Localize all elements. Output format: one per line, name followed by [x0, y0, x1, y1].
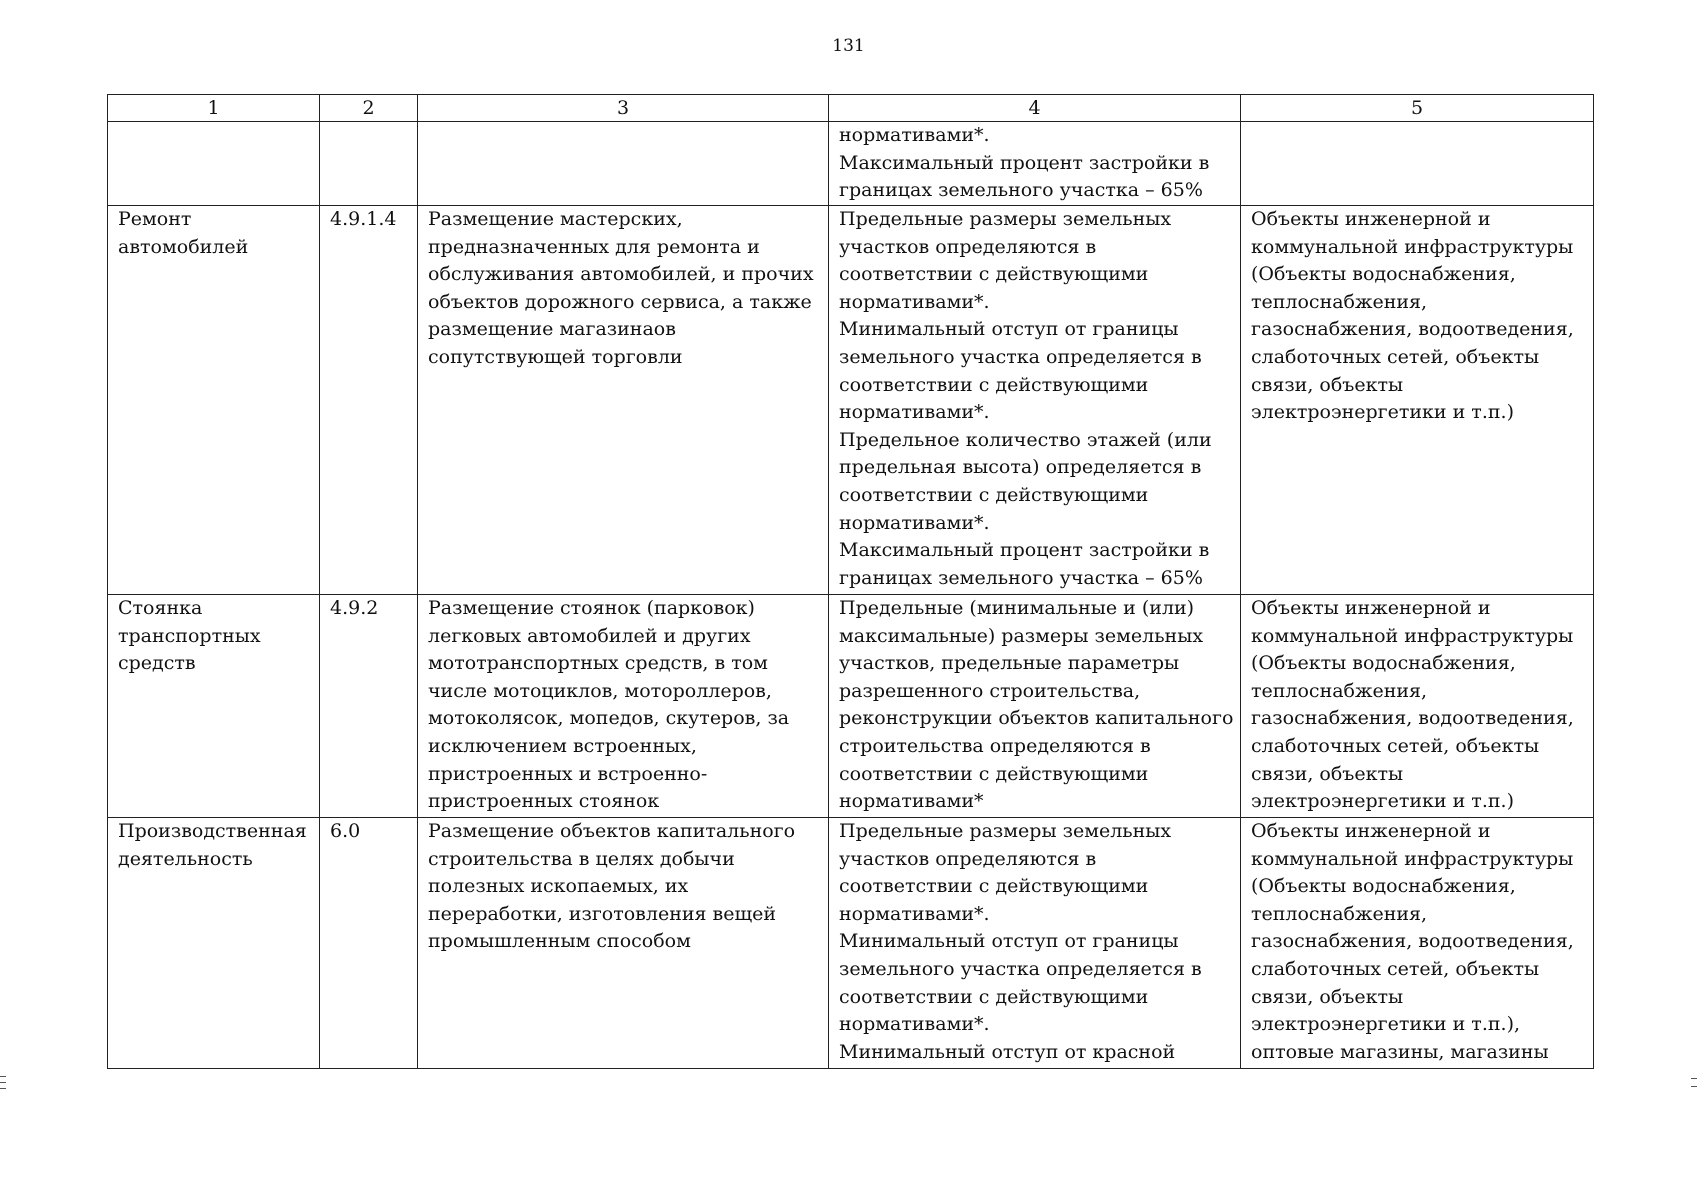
table-row-car-repair [108, 206, 1594, 595]
page-number: 131 [832, 36, 865, 56]
cell-use-code [320, 122, 418, 206]
scan-edge-mark [0, 1088, 6, 1089]
cell-parameters: Предельные размеры земельных участков определяются в соответствии с действующими нормативами*. Минимальный отступ от границы земельного участка определяется в соответствии с действующими нормативами*. Предельное количество этажей (или предельная высота) определяется в соответствии с действующими нормативами*. Максимальный процент застройки в границах земельного участка – 65% [829, 206, 1241, 595]
cell-use-description: Размещение объектов капитального строительства в целях добычи полезных ископаемых, их переработки, изготовления вещей промышленным способом [418, 818, 829, 1069]
cell-infrastructure [1241, 122, 1594, 206]
cell-use-description: Размещение мастерских, предназначенных для ремонта и обслуживания автомобилей, и прочих объектов дорожного сервиса, а также размещение магазинаов сопутствующей торговли [418, 206, 829, 595]
cell-use-code: 4.9.1.4 [320, 206, 418, 595]
cell-infrastructure: Объекты инженерной и коммунальной инфраструктуры (Объекты водоснабжения, теплоснабжения, газоснабжения, водоотведения, слаботочных сетей, объекты связи, объекты электроэнергетики и т.п.) [1241, 206, 1594, 595]
cell-use-name: Стоянка транспортных средств [108, 595, 320, 818]
table-row-continuation [108, 122, 1594, 206]
scan-edge-mark [1691, 1078, 1697, 1079]
cell-use-description [418, 122, 829, 206]
cell-use-name: Ремонт автомобилей [108, 206, 320, 595]
scan-edge-mark [0, 1076, 6, 1077]
column-header-4: 4 [829, 95, 1241, 122]
table-row-production-activity [108, 818, 1594, 1069]
column-header-2: 2 [320, 95, 418, 122]
cell-use-code: 6.0 [320, 818, 418, 1069]
column-header-1: 1 [108, 95, 320, 122]
table-row-vehicle-parking [108, 595, 1594, 818]
cell-parameters: нормативами*. Максимальный процент застройки в границах земельного участка – 65% [829, 122, 1241, 206]
column-header-5: 5 [1241, 95, 1594, 122]
table-header-row [108, 95, 1594, 122]
land-use-table [107, 94, 1594, 1069]
cell-use-description: Размещение стоянок (парковок) легковых автомобилей и других мототранспортных средств, в том числе мотоциклов, мотороллеров, мотоколясок, мопедов, скутеров, за исключением встроенных, пристроенных и встроенно-пристроенных стоянок [418, 595, 829, 818]
scan-edge-mark [0, 1082, 6, 1083]
scan-edge-mark [1691, 1086, 1697, 1087]
column-header-3: 3 [418, 95, 829, 122]
cell-parameters: Предельные (минимальные и (или) максимальные) размеры земельных участков, предельные параметры разрешенного строительства, реконструкции объектов капитального строительства определяются в соответствии с действующими нормативами* [829, 595, 1241, 818]
cell-use-name: Производственная деятельность [108, 818, 320, 1069]
cell-parameters: Предельные размеры земельных участков определяются в соответствии с действующими нормативами*. Минимальный отступ от границы земельного участка определяется в соответствии с действующими нормативами*. Минимальный отступ от красной [829, 818, 1241, 1069]
cell-use-name [108, 122, 320, 206]
cell-infrastructure: Объекты инженерной и коммунальной инфраструктуры (Объекты водоснабжения, теплоснабжения, газоснабжения, водоотведения, слаботочных сетей, объекты связи, объекты электроэнергетики и т.п.), оптовые магазины, магазины [1241, 818, 1594, 1069]
cell-infrastructure: Объекты инженерной и коммунальной инфраструктуры (Объекты водоснабжения, теплоснабжения, газоснабжения, водоотведения, слаботочных сетей, объекты связи, объекты электроэнергетики и т.п.) [1241, 595, 1594, 818]
cell-use-code: 4.9.2 [320, 595, 418, 818]
